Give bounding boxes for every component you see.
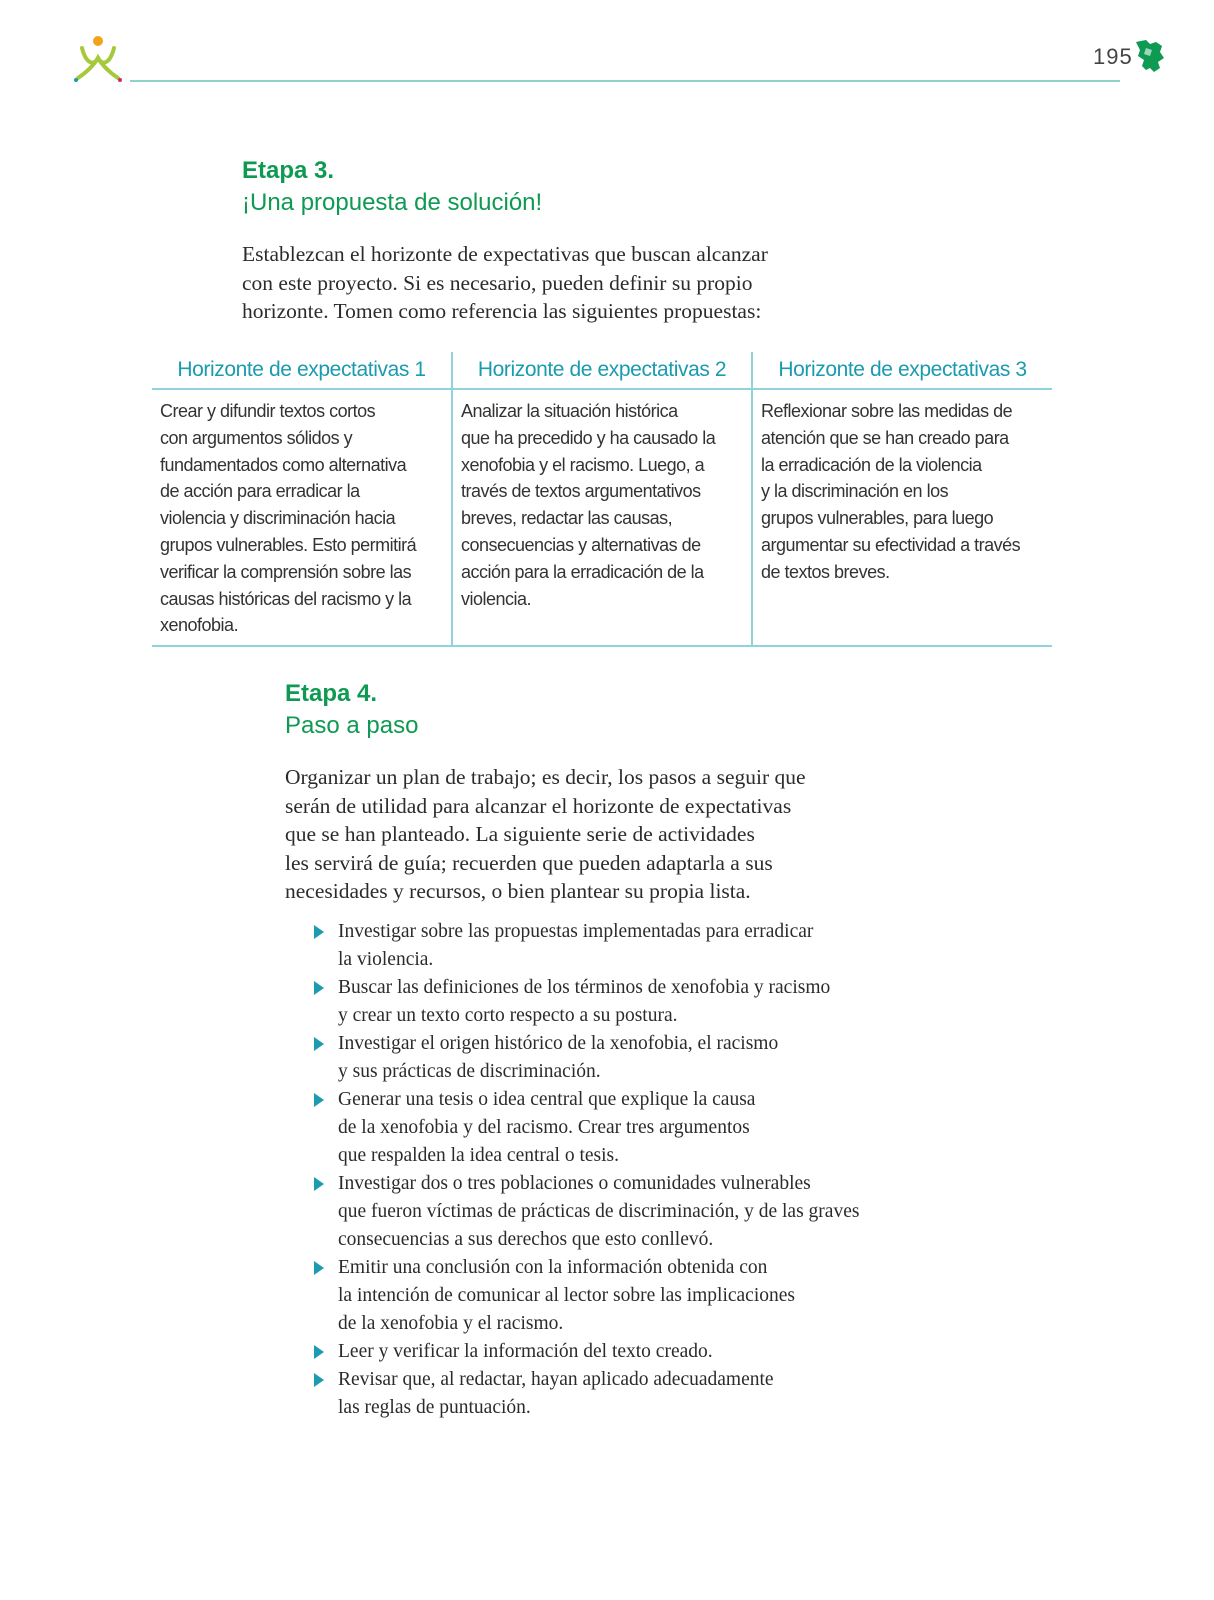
steps-list [312,918,912,1422]
triangle-bullet-icon [314,1261,324,1275]
horizon-cell-2 [452,389,752,646]
horizon-cell-3 [752,389,1052,646]
cell-line: acción para la erradicación de la [461,561,704,582]
program-logo-icon [72,34,124,84]
etapa4-intro-line: que se han planteado. La siguiente serie de actividades [285,822,755,846]
cell-line: que ha precedido y ha causado la [461,427,716,448]
horizon-header-3: Horizonte de expectativas 3 [752,352,1052,389]
cell-line: consecuencias y alternativas de [461,534,701,555]
page-number: 195 [1093,44,1133,69]
cell-line: de acción para erradicar la [160,481,360,502]
step-line: de la xenofobia y el racismo. [338,1313,564,1334]
list-item [312,918,912,974]
step-line: de la xenofobia y del racismo. Crear tres argumentos [338,1117,750,1138]
cell-line: Crear y difundir textos cortos [160,401,376,421]
horizon-header-2: Horizonte de expectativas 2 [452,352,752,389]
step-line: y crear un texto corto respecto a su postura. [338,1005,678,1026]
step-line: Investigar dos o tres poblaciones o comunidades vulnerables [338,1173,811,1194]
etapa4-intro-line: serán de utilidad para alcanzar el horizonte de expectativas [285,793,792,818]
step-line: y sus prácticas de discriminación. [338,1061,601,1082]
cell-line: violencia y discriminación hacia [160,508,396,529]
step-line: Investigar sobre las propuestas implementadas para erradicar [338,921,814,942]
etapa3-intro-line: con este proyecto. Si es necesario, pueden definir su propio [242,270,753,295]
table-header-row [152,352,1052,389]
step-line: Buscar las definiciones de los términos de xenofobia y racismo [338,977,831,998]
cell-line: Analizar la situación histórica [461,401,678,421]
cell-line: violencia. [461,588,532,609]
step-line: Leer y verificar la información del texto creado. [338,1341,713,1362]
etapa4-intro-line: Organizar un plan de trabajo; es decir, los pasos a seguir que [285,765,806,789]
cell-line: Reflexionar sobre las medidas de [761,401,1013,421]
etapa3-subtitle: ¡Una propuesta de solución! [242,189,543,216]
etapa4-intro-line: necesidades y recursos, o bien plantear su propia lista. [285,879,751,903]
triangle-bullet-icon [314,1177,324,1191]
header-rule [130,80,1120,82]
cell-line: verificar la comprensión sobre las [160,561,412,582]
step-line: que fueron víctimas de prácticas de discriminación, y de las graves [338,1201,860,1222]
step-line: las reglas de puntuación. [338,1397,531,1418]
etapa4-title: Etapa 4. [285,680,378,707]
list-item [312,974,912,1030]
table-row [152,389,1052,646]
triangle-bullet-icon [314,1373,324,1387]
cell-line: fundamentados como alternativa [160,454,407,475]
etapa4-subtitle: Paso a paso [285,712,419,739]
step-line: la intención de comunicar al lector sobre las implicaciones [338,1285,795,1306]
step-line: la violencia. [338,949,434,970]
step-line: Generar una tesis o idea central que explique la causa [338,1089,756,1110]
cell-line: y la discriminación en los [761,481,949,502]
horizon-header-1: Horizonte de expectativas 1 [152,352,452,389]
list-item [312,1254,912,1338]
etapa3-title: Etapa 3. [242,157,335,184]
etapa3-intro [242,240,862,326]
triangle-bullet-icon [314,1345,324,1359]
list-item [312,1086,912,1170]
etapa4-intro [285,763,905,906]
list-item [312,1366,912,1422]
list-item [312,1338,912,1366]
cell-line: grupos vulnerables, para luego [761,508,994,529]
step-line: Revisar que, al redactar, hayan aplicado adecuadamente [338,1369,774,1390]
cell-line: argumentar su efectividad a través [761,534,1021,555]
etapa3-intro-line: horizonte. Tomen como referencia las siguientes propuestas: [242,299,762,323]
cell-line: la erradicación de la violencia [761,454,982,475]
list-item [312,1030,912,1086]
cell-line: través de textos argumentativos [461,481,701,502]
step-line: Investigar el origen histórico de la xenofobia, el racismo [338,1033,779,1054]
etapa3-intro-line: Establezcan el horizonte de expectativas que buscan alcanzar [242,242,768,266]
cell-line: xenofobia. [160,615,239,636]
cell-line: grupos vulnerables. Esto permitirá [160,534,417,555]
mexico-map-icon [1132,38,1166,74]
etapa4-intro-line: les servirá de guía; recuerden que pueden adaptarla a sus [285,850,773,875]
triangle-bullet-icon [314,925,324,939]
cell-line: atención que se han creado para [761,427,1009,448]
step-line: que respalden la idea central o tesis. [338,1145,620,1166]
list-item [312,1170,912,1254]
triangle-bullet-icon [314,1037,324,1051]
cell-line: con argumentos sólidos y [160,427,353,448]
cell-line: breves, redactar las causas, [461,508,673,529]
step-line: consecuencias a sus derechos que esto conllevó. [338,1229,714,1250]
horizon-cell-1 [152,389,452,646]
triangle-bullet-icon [314,981,324,995]
horizons-table [152,352,1052,647]
cell-line: de textos breves. [761,561,890,582]
step-line: Emitir una conclusión con la información obtenida con [338,1257,768,1278]
cell-line: causas históricas del racismo y la [160,588,412,609]
cell-line: xenofobia y el racismo. Luego, a [461,454,705,475]
triangle-bullet-icon [314,1093,324,1107]
